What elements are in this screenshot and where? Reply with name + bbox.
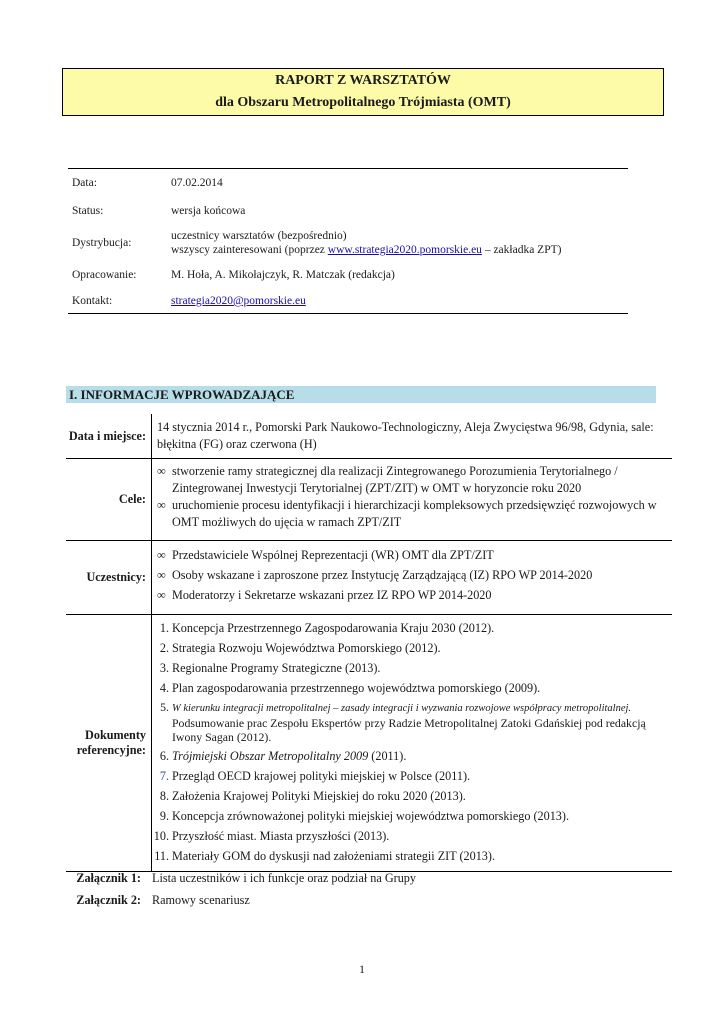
date-place-label: Data i miejsce:: [66, 414, 152, 458]
distribution-line1: uczestnicy warsztatów (bezpośrednio): [171, 230, 347, 242]
doc-number: 9.: [159, 809, 169, 823]
doc-text: Plan zagospodarowania przestrzennego województwa pomorskiego (2009).: [172, 681, 541, 695]
doc-text: Przegląd OECD krajowej polityki miejskiej w Polsce (2011).: [172, 769, 471, 783]
docs-label: Dokumenty referencyjne:: [66, 615, 152, 871]
row-docs: [66, 615, 672, 872]
meta-distribution-value: [171, 229, 628, 257]
doc-number: 4.: [159, 681, 169, 695]
distribution-line2: [171, 243, 628, 257]
doc-item: [152, 640, 672, 656]
report-title-box: [62, 68, 664, 116]
meta-status-value: wersja końcowa: [171, 205, 246, 217]
infinity-bullet-icon: ∞: [157, 498, 166, 512]
doc-number: 2.: [159, 641, 169, 655]
meta-contact-value: [171, 295, 628, 307]
goals-list: [152, 459, 672, 540]
doc-number: 1.: [159, 621, 169, 635]
doc-text: Materiały GOM do dyskusji nad założeniami strategii ZIT (2013).: [172, 849, 496, 863]
doc-item: [152, 828, 672, 844]
meta-row-date: [68, 169, 628, 197]
goal-text: uruchomienie procesu identyfikacji i hierarchizacji kompleksowych przedsięwzięć rozwojowych w OMT możliwych do ujęcia w ramach ZPT/ZIT: [172, 498, 657, 529]
doc-item: [152, 660, 672, 676]
doc-item: [152, 808, 672, 824]
doc-number: 3.: [159, 661, 169, 675]
doc-number: 6.: [159, 749, 169, 763]
report-subtitle: dla Obszaru Metropolitalnego Trójmiasta (OMT): [215, 95, 511, 110]
doc-item: [152, 680, 672, 696]
meta-prepared-value: M. Hoła, A. Mikołajczyk, R. Matczak (redakcja): [171, 269, 395, 281]
goal-item: [157, 497, 672, 531]
doc-number: 8.: [159, 789, 169, 803]
goals-label: Cele:: [66, 459, 152, 540]
doc-rest: (2011).: [368, 749, 407, 763]
row-goals: [66, 459, 672, 541]
attachment-label: Załącznik 2:: [76, 893, 141, 907]
meta-contact-label: Kontakt:: [72, 295, 113, 307]
doc-text: [172, 700, 672, 744]
meta-row-status: [68, 197, 628, 225]
goal-item: [157, 463, 672, 497]
doc-text: [172, 748, 406, 764]
doc-text: Koncepcja Przestrzennego Zagospodarowania Kraju 2030 (2012).: [172, 621, 495, 635]
doc-italic-title: W kierunku integracji metropolitalnej – zasady integracji i wyzwania rozwojowe współpracy metropolitalnej.: [172, 703, 632, 714]
intro-info-table: [66, 414, 672, 872]
contact-email-link[interactable]: strategia2020@pomorskie.eu: [171, 295, 306, 307]
meta-date-label: Data:: [72, 177, 97, 189]
doc-item: [152, 848, 672, 864]
goal-text: stworzenie ramy strategicznej dla realizacji Zintegrowanego Porozumienia Terytorialnego / Zintegrowanej Inwestycji Terytorialnej (ZPT/ZIT) w OMT w horyzoncie roku 2020: [172, 464, 618, 495]
infinity-bullet-icon: ∞: [157, 464, 166, 478]
distribution-prefix: wszyscy zainteresowani (poprzez: [171, 244, 328, 256]
participant-text: Moderatorzy i Sekretarze wskazani przez IZ RPO WP 2014-2020: [172, 588, 492, 602]
docs-list: [152, 615, 672, 871]
participant-text: Przedstawiciele Wspólnej Reprezentacji (WR) OMT dla ZPT/ZIT: [172, 548, 494, 562]
doc-text: Strategia Rozwoju Województwa Pomorskiego (2012).: [172, 641, 441, 655]
doc-rest: Podsumowanie prac Zespołu Ekspertów przy Radzie Metropolitalnej Zatoki Gdańskiej pod redakcją Iwony Sagan (2012).: [172, 716, 646, 744]
participant-item: [157, 547, 672, 564]
row-date-place: [66, 414, 672, 459]
doc-number: 11.: [154, 849, 169, 863]
doc-item: [152, 620, 672, 636]
metadata-table: [68, 168, 628, 314]
meta-distribution-label: Dystrybucja:: [72, 237, 132, 249]
page-number: 1: [359, 962, 365, 976]
distribution-suffix: – zakładka ZPT): [481, 244, 562, 256]
attachment-label: Załącznik 1:: [76, 871, 141, 885]
doc-italic-title: Trójmiejski Obszar Metropolitalny 2009: [172, 749, 369, 763]
attachment-value: Ramowy scenariusz: [152, 893, 250, 907]
doc-item: [152, 748, 672, 764]
meta-row-prepared: [68, 261, 628, 289]
strategia-link[interactable]: www.strategia2020.pomorskie.eu: [327, 244, 482, 256]
doc-text: Regionalne Programy Strategiczne (2013).: [172, 661, 381, 675]
participant-item: [157, 587, 672, 604]
doc-number: 10.: [153, 829, 169, 843]
doc-text: Założenia Krajowej Polityki Miejskiej do roku 2020 (2013).: [172, 789, 466, 803]
doc-number: 5.: [160, 700, 169, 714]
infinity-bullet-icon: ∞: [157, 588, 166, 602]
report-title: RAPORT Z WARSZTATÓW: [275, 73, 451, 88]
attachment-2: [66, 893, 250, 908]
doc-item: [152, 788, 672, 804]
doc-number: 7.: [159, 769, 169, 783]
doc-text: Przyszłość miast. Miasta przyszłości (2013).: [172, 829, 390, 843]
infinity-bullet-icon: ∞: [157, 568, 166, 582]
participants-label: Uczestnicy:: [66, 541, 152, 614]
doc-text: Koncepcja zrównoważonej polityki miejskiej województwa pomorskiego (2013).: [172, 809, 570, 823]
infinity-bullet-icon: ∞: [157, 548, 166, 562]
meta-date-value: 07.02.2014: [171, 177, 223, 189]
participant-item: [157, 567, 672, 584]
meta-row-distribution: [68, 225, 628, 261]
section-heading: I. INFORMACJE WPROWADZAJĄCE: [66, 386, 656, 403]
attachment-1: [66, 871, 416, 886]
meta-row-contact: [68, 289, 628, 313]
attachment-value: Lista uczestników i ich funkcje oraz podział na Grupy: [152, 871, 416, 885]
meta-status-label: Status:: [72, 205, 104, 217]
doc-item: [152, 768, 672, 784]
participants-list: [152, 541, 672, 614]
row-participants: [66, 541, 672, 615]
meta-prepared-label: Opracowanie:: [72, 269, 137, 281]
participant-text: Osoby wskazane i zaproszone przez Instytucję Zarządzającą (IZ) RPO WP 2014-2020: [172, 568, 593, 582]
date-place-value: 14 stycznia 2014 r., Pomorski Park Naukowo-Technologiczny, Aleja Zwycięstwa 96/98, Gdynia, sale: błękitna (FG) oraz czerwona (H): [157, 420, 654, 451]
doc-item: [152, 700, 672, 744]
